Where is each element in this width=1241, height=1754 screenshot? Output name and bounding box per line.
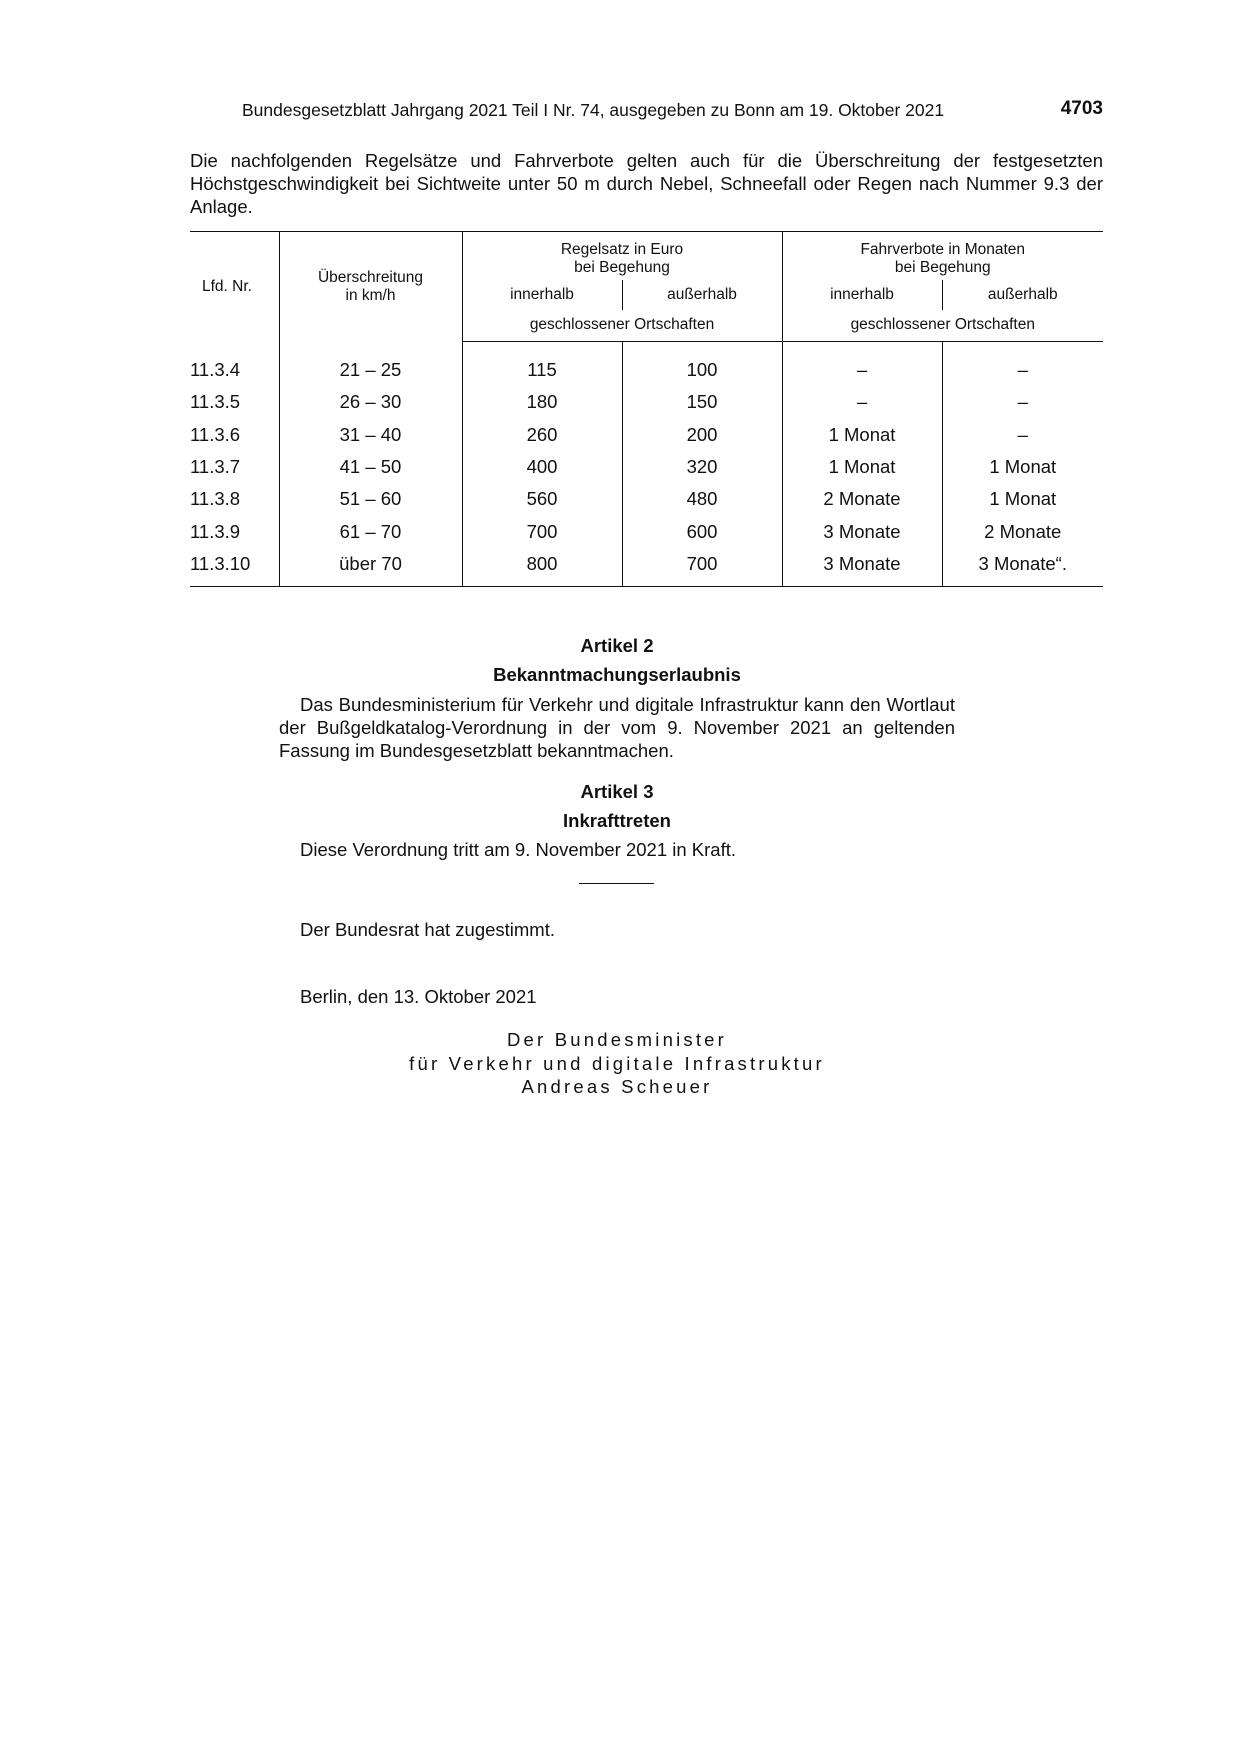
separator-rule <box>579 883 654 884</box>
cell-lfd-nr: 11.3.10 <box>190 548 279 587</box>
cell-rs-innerhalb: 180 <box>462 386 622 418</box>
cell-fv-ausserhalb: 2 Monate <box>942 515 1103 547</box>
cell-lfd-nr: 11.3.7 <box>190 456 241 478</box>
cell-kmh: 21 – 25 <box>279 342 462 387</box>
cell-kmh: 61 – 70 <box>279 515 462 547</box>
cell-fv-innerhalb: 1 Monat <box>782 451 942 483</box>
cell-rs-ausserhalb: 700 <box>622 548 782 587</box>
cell-lfd-nr: 11.3.6 <box>190 423 241 445</box>
cell-rs-innerhalb: 115 <box>462 342 622 387</box>
table-row <box>190 386 1103 418</box>
header-rs-ausserhalb: außerhalb <box>622 280 782 310</box>
signature-name: Andreas Scheuer <box>521 1076 713 1097</box>
header-fv-geschlossener: geschlossener Ortschaften <box>782 310 1103 342</box>
intro-paragraph: Die nachfolgenden Regelsätze und Fahrverbote gelten auch für die Überschreitung der festgesetzten Höchstgeschwindigkeit bei Sichtweite unter 50 m durch Nebel, Schneefall oder Regen nach Nummer 9.3 der Anlage. <box>190 150 1103 217</box>
cell-kmh: 26 – 30 <box>279 386 462 418</box>
artikel3-title: Inkrafttreten <box>563 810 671 831</box>
header-rs-geschlossener: geschlossener Ortschaften <box>462 310 782 342</box>
cell-fv-innerhalb: 3 Monate <box>782 515 942 547</box>
table-row <box>190 451 1103 483</box>
cell-kmh: 41 – 50 <box>279 451 462 483</box>
header-fv-innerhalb: innerhalb <box>782 280 942 310</box>
signature-block <box>190 1028 1044 1099</box>
cell-kmh: 51 – 60 <box>279 483 462 515</box>
cell-fv-ausserhalb: 1 Monat <box>942 483 1103 515</box>
table-row <box>190 483 1103 515</box>
cell-fv-ausserhalb: – <box>942 386 1103 418</box>
cell-rs-innerhalb: 800 <box>462 548 622 587</box>
cell-fv-innerhalb: – <box>782 386 942 418</box>
artikel3-text: Diese Verordnung tritt am 9. November 2021 in Kraft. <box>300 839 736 860</box>
cell-rs-ausserhalb: 200 <box>622 419 782 451</box>
cell-rs-ausserhalb: 320 <box>622 451 782 483</box>
journal-citation: Bundesgesetzblatt Jahrgang 2021 Teil I Nr. 74, ausgegeben zu Bonn am 19. Oktober 2021 <box>242 100 945 120</box>
header-ueberschreitung: Überschreitung in km/h <box>279 232 462 342</box>
cell-kmh: über 70 <box>279 548 462 587</box>
cell-kmh: 31 – 40 <box>279 419 462 451</box>
page-number: 4703 <box>1060 98 1103 119</box>
cell-rs-ausserhalb: 480 <box>622 483 782 515</box>
header-fahrverbote: Fahrverbote in Monaten bei Begehung <box>782 232 1103 280</box>
header-lfd-nr: Lfd. Nr. <box>190 232 279 342</box>
cell-fv-ausserhalb: 3 Monate“. <box>942 548 1103 587</box>
cell-lfd-nr: 11.3.5 <box>190 391 241 413</box>
table-row <box>190 342 1103 387</box>
cell-lfd-nr: 11.3.4 <box>190 358 241 380</box>
cell-fv-ausserhalb: – <box>942 419 1103 451</box>
page-header <box>190 98 1103 124</box>
place-date: Berlin, den 13. Oktober 2021 <box>300 986 537 1007</box>
cell-fv-innerhalb: – <box>782 342 942 387</box>
cell-rs-ausserhalb: 100 <box>622 342 782 387</box>
table-row <box>190 548 1103 587</box>
artikel2-title: Bekanntmachungserlaubnis <box>493 664 741 685</box>
artikel3-number: Artikel 3 <box>580 781 654 802</box>
table-row <box>190 515 1103 547</box>
cell-rs-innerhalb: 400 <box>462 451 622 483</box>
cell-rs-innerhalb: 700 <box>462 515 622 547</box>
artikel2-number: Artikel 2 <box>580 635 654 656</box>
cell-lfd-nr: 11.3.8 <box>190 488 241 510</box>
signature-ministry: für Verkehr und digitale Infrastruktur <box>409 1052 825 1074</box>
fines-table <box>190 231 1103 587</box>
cell-rs-ausserhalb: 150 <box>622 386 782 418</box>
cell-rs-ausserhalb: 600 <box>622 515 782 547</box>
cell-lfd-nr: 11.3.9 <box>190 520 241 542</box>
cell-fv-innerhalb: 1 Monat <box>782 419 942 451</box>
cell-fv-innerhalb: 2 Monate <box>782 483 942 515</box>
signature-title: Der Bundesminister <box>506 1029 728 1050</box>
cell-fv-ausserhalb: 1 Monat <box>942 451 1103 483</box>
header-regelsatz: Regelsatz in Euro bei Begehung <box>462 232 782 280</box>
artikel2-text: Das Bundesministerium für Verkehr und digitale Infrastruktur kann den Wortlaut der Bußgeldkatalog-Verordnung in der vom 9. November 2021 an geltenden Fassung im Bundesgesetzblatt bekanntmachen. <box>279 694 955 761</box>
cell-rs-innerhalb: 560 <box>462 483 622 515</box>
cell-rs-innerhalb: 260 <box>462 419 622 451</box>
bundesrat-zustimmung: Der Bundesrat hat zugestimmt. <box>300 919 555 940</box>
header-fv-ausserhalb: außerhalb <box>942 280 1103 310</box>
cell-fv-innerhalb: 3 Monate <box>782 548 942 587</box>
cell-fv-ausserhalb: – <box>942 342 1103 387</box>
header-rs-innerhalb: innerhalb <box>462 280 622 310</box>
table-row <box>190 419 1103 451</box>
